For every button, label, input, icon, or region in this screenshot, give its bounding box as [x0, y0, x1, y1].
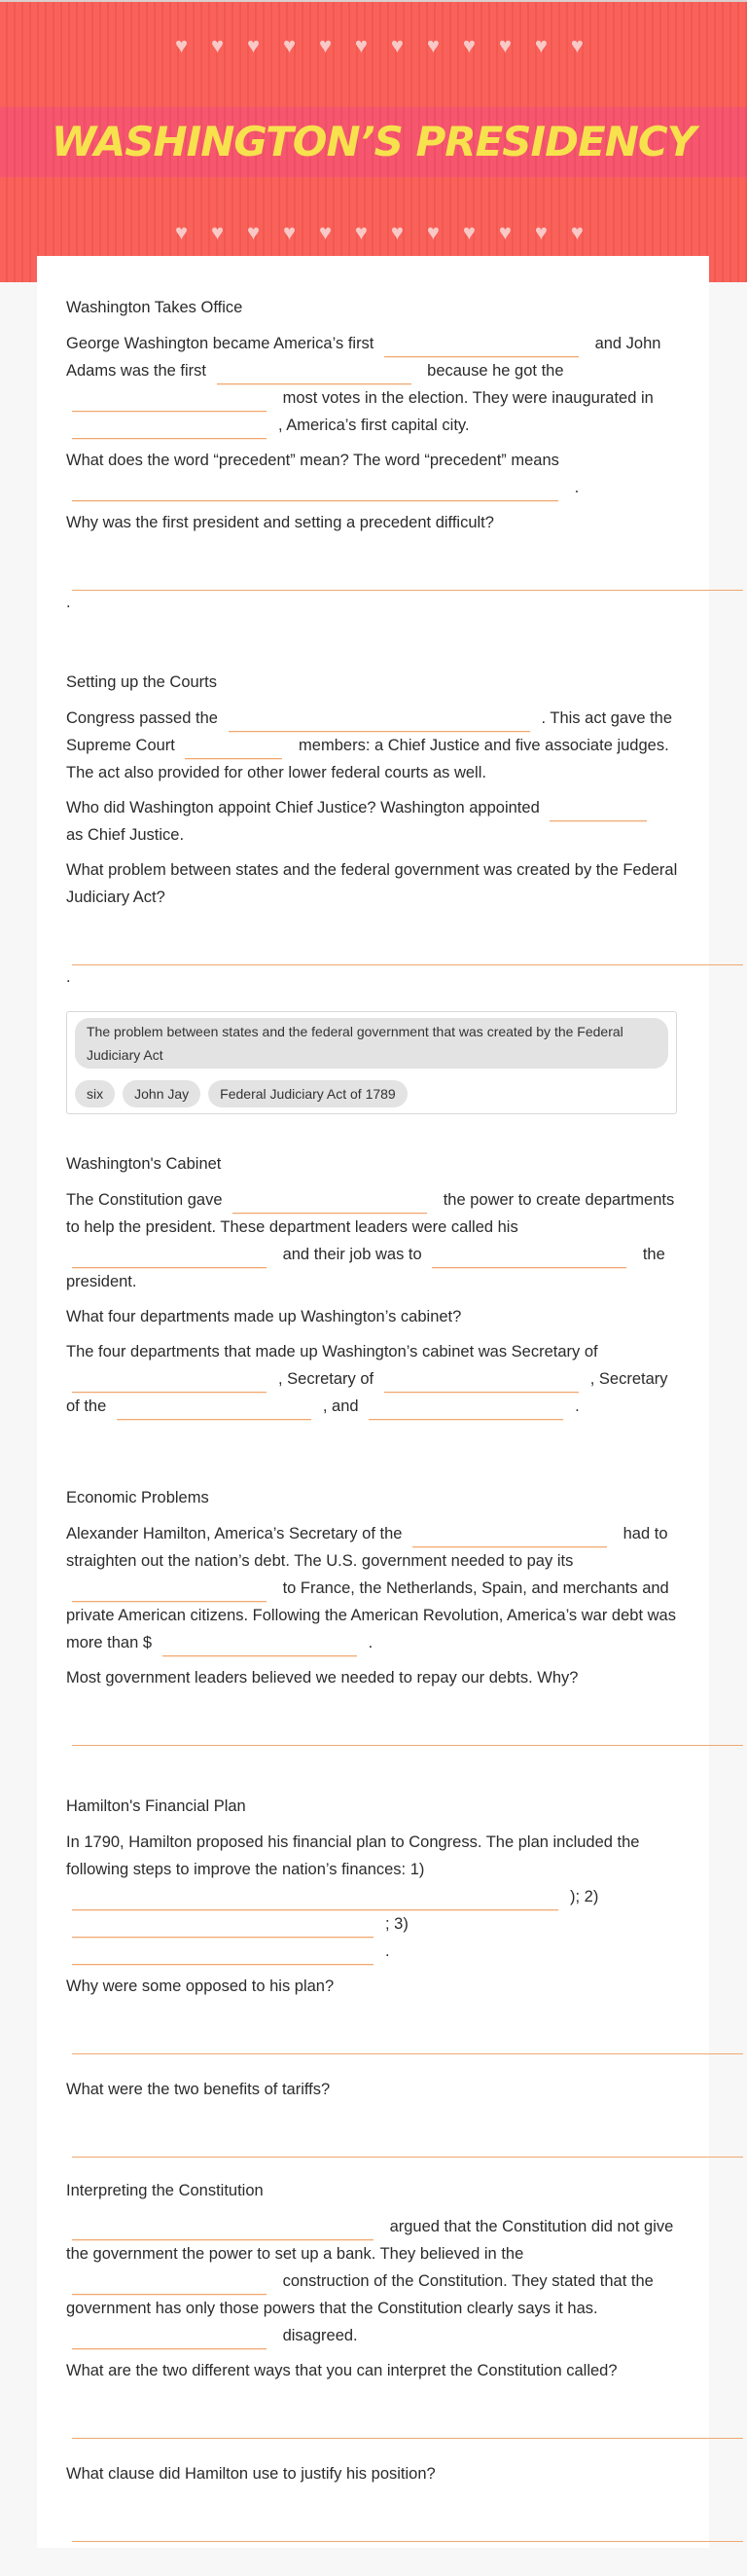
heart-icon: ♥ [498, 33, 512, 57]
section-title: Interpreting the Constitution [66, 2182, 264, 2199]
fill-in-blank-input[interactable] [550, 795, 647, 821]
worksheet-paragraph [66, 2460, 679, 2487]
paragraph-text: What four departments made up Washington’s cabinet? [66, 1308, 462, 1325]
paragraph-text: construction of the Constitution. They stated that the government has only those powers that the Constitution clearly says it has. [66, 2272, 654, 2317]
paragraph-text: and John Adams was the first [66, 335, 661, 380]
paragraph-text: Who did Washington appoint Chief Justice? Washington appointed [66, 799, 545, 816]
worksheet-paragraph [66, 1664, 679, 1691]
fill-in-blank-input[interactable] [369, 1394, 563, 1420]
fill-in-blank-input[interactable] [432, 1242, 626, 1268]
paragraph-text: Most government leaders believed we needed to repay our debts. Why? [66, 1669, 579, 1687]
word-bank [66, 1011, 677, 1114]
heart-icon: ♥ [246, 33, 261, 57]
paragraph-text: as Chief Justice. [66, 826, 185, 844]
section-hamiltons-financial-plan [66, 1796, 679, 2179]
heart-icon: ♥ [175, 220, 189, 244]
paragraph-text: because he got the [422, 362, 564, 380]
paragraph-text: , and [322, 1397, 364, 1415]
paragraph-text: What were the two benefits of tariffs? [66, 2081, 331, 2098]
paragraph-text: . This act gave the Supreme Court [66, 709, 673, 754]
heart-icon: ♥ [390, 220, 404, 244]
heart-icon: ♥ [210, 220, 225, 244]
fill-in-blank-input[interactable] [72, 2214, 374, 2240]
fill-in-blank-input[interactable] [232, 1187, 427, 1214]
heart-icon: ♥ [462, 220, 476, 244]
worksheet-paragraph [66, 1973, 679, 2000]
fill-in-blank-input[interactable] [72, 413, 267, 439]
paragraph-text: argued that the Constitution did not give the government the power to set up a bank. They believed in the [66, 2218, 674, 2263]
answer-input[interactable] [72, 2410, 743, 2439]
fill-in-blank-input[interactable] [185, 733, 282, 759]
fill-in-blank-input[interactable] [72, 1576, 267, 1602]
heart-icon: ♥ [426, 220, 440, 244]
heart-icon: ♥ [462, 33, 476, 57]
answer-input[interactable] [72, 562, 743, 591]
section-title: Washington Takes Office [66, 299, 243, 316]
section-title: Hamilton's Financial Plan [66, 1797, 246, 1815]
paragraph-text: , Secretary of the [66, 1370, 668, 1415]
heart-icon: ♥ [282, 220, 297, 244]
worksheet-paragraph [66, 856, 679, 911]
section-interpreting-constitution [66, 2180, 679, 2563]
word-bank-chip[interactable]: John Jay [123, 1080, 200, 1107]
answer-input[interactable] [72, 1717, 743, 1746]
heart-icon: ♥ [534, 220, 548, 244]
answer-input[interactable] [72, 936, 743, 965]
hearts-row-top [175, 35, 584, 56]
fill-in-blank-input[interactable] [217, 358, 411, 384]
fill-in-blank-input[interactable] [72, 2268, 267, 2295]
hearts-row-bottom [175, 222, 584, 243]
heart-icon: ♥ [318, 33, 332, 57]
paragraph-text: . [368, 1634, 374, 1651]
heart-icon: ♥ [210, 33, 225, 57]
paragraph-text: Why was the first president and setting a precedent difficult? [66, 514, 494, 531]
worksheet-paragraph [66, 330, 679, 439]
worksheet-paragraph [66, 794, 679, 849]
fill-in-blank-input[interactable] [72, 1884, 558, 1910]
section-economic-problems [66, 1487, 679, 1767]
section-setting-up-courts [66, 671, 679, 993]
heart-icon: ♥ [354, 33, 368, 57]
heart-icon: ♥ [354, 220, 368, 244]
paragraph-text: , America’s first capital city. [278, 417, 470, 434]
paragraph-text: What does the word “precedent” mean? The word “precedent” means [66, 452, 559, 469]
worksheet-paragraph [66, 2213, 679, 2349]
paragraph-text: the president. [66, 1246, 665, 1290]
fill-in-blank-input[interactable] [384, 331, 579, 357]
paragraph-text: disagreed. [278, 2327, 358, 2344]
worksheet-paragraph [66, 1338, 679, 1420]
answer-input[interactable] [72, 2513, 743, 2542]
paragraph-text: George Washington became America’s first [66, 335, 378, 352]
paragraph-text: Alexander Hamilton, America’s Secretary of the [66, 1525, 408, 1542]
paragraph-text: and their job was to [278, 1246, 427, 1263]
section-washington-takes-office [66, 297, 679, 618]
worksheet-paragraph [66, 2076, 679, 2103]
section-washingtons-cabinet [66, 1153, 679, 1428]
fill-in-blank-input[interactable] [72, 2323, 267, 2349]
section-title: Setting up the Courts [66, 673, 218, 691]
worksheet-paragraph [66, 447, 679, 501]
paragraph-text: The four departments that made up Washington’s cabinet was Secretary of [66, 1343, 598, 1361]
heart-icon: ♥ [570, 33, 584, 57]
heart-icon: ♥ [426, 33, 440, 57]
worksheet-paragraph [66, 2357, 679, 2384]
fill-in-blank-input[interactable] [72, 475, 558, 501]
fill-in-blank-input[interactable] [229, 706, 530, 732]
section-title: Washington's Cabinet [66, 1155, 222, 1173]
worksheet-paragraph [66, 1520, 679, 1656]
paragraph-text: ); 2) [570, 1888, 599, 1905]
heart-icon: ♥ [390, 33, 404, 57]
heart-icon: ♥ [318, 220, 332, 244]
paragraph-text: to France, the Netherlands, Spain, and merchants and private American citizens. Following the American Revolution, America’s war debt was more than $ [66, 1579, 676, 1651]
page-title: WASHINGTON’S PRESIDENCY [51, 118, 696, 165]
worksheet-paragraph [66, 705, 679, 786]
paragraph-text: In 1790, Hamilton proposed his financial plan to Congress. The plan included the following steps to improve the nation’s finances: 1) [66, 1833, 640, 1878]
paragraph-text: members: a Chief Justice and five associate judges. The act also provided for other lower federal courts as well. [66, 737, 669, 781]
word-bank-chip[interactable]: Federal Judiciary Act of 1789 [208, 1080, 408, 1107]
trailing-period: . [66, 968, 71, 986]
fill-in-blank-input[interactable] [72, 1939, 374, 1965]
worksheet-paragraph [66, 509, 679, 536]
answer-input[interactable] [72, 2128, 743, 2158]
word-bank-chip[interactable]: The problem between states and the federal government that was created by the Federal Judiciary Act [75, 1018, 668, 1069]
fill-in-blank-input[interactable] [412, 1521, 607, 1547]
paragraph-text: Congress passed the [66, 709, 223, 727]
heart-icon: ♥ [534, 33, 548, 57]
heart-icon: ♥ [282, 33, 297, 57]
paragraph-text: . [575, 1397, 580, 1415]
paragraph-text: . [385, 1942, 390, 1960]
paragraph-text: , Secretary of [278, 1370, 378, 1388]
paragraph-text: What clause did Hamilton use to justify his position? [66, 2465, 436, 2483]
fill-in-blank-input[interactable] [72, 1911, 374, 1938]
heart-icon: ♥ [570, 220, 584, 244]
section-title: Economic Problems [66, 1489, 209, 1506]
worksheet-paragraph [66, 1303, 679, 1330]
worksheet-paragraph [66, 1186, 679, 1295]
fill-in-blank-input[interactable] [384, 1366, 579, 1393]
heart-icon: ♥ [498, 220, 512, 244]
word-bank-chip[interactable]: six [75, 1080, 115, 1107]
worksheet-header [0, 0, 747, 282]
paragraph-text: most votes in the election. They were inaugurated in [278, 389, 654, 407]
trailing-period: . [66, 594, 71, 611]
paragraph-text: Why were some opposed to his plan? [66, 1977, 335, 1995]
fill-in-blank-input[interactable] [72, 1366, 267, 1393]
fill-in-blank-input[interactable] [162, 1630, 357, 1656]
heart-icon: ♥ [246, 220, 261, 244]
paragraph-text: the power to create departments to help the president. These department leaders were called his [66, 1191, 675, 1236]
worksheet-card [37, 256, 709, 2548]
heart-icon: ♥ [175, 33, 189, 57]
fill-in-blank-input[interactable] [117, 1394, 311, 1420]
paragraph-text: The Constitution gave [66, 1191, 228, 1209]
paragraph-text: had to straighten out the nation’s debt. The U.S. government needed to pay its [66, 1525, 668, 1570]
paragraph-text: What are the two different ways that you can interpret the Constitution called? [66, 2362, 618, 2379]
fill-in-blank-input[interactable] [72, 1242, 267, 1268]
paragraph-text: ; 3) [385, 1915, 409, 1933]
worksheet-paragraph [66, 1829, 679, 1965]
paragraph-text: . [570, 479, 580, 496]
paragraph-text: What problem between states and the federal government was created by the Federal Judiciary Act? [66, 861, 678, 906]
answer-input[interactable] [72, 2025, 743, 2054]
fill-in-blank-input[interactable] [72, 385, 267, 412]
